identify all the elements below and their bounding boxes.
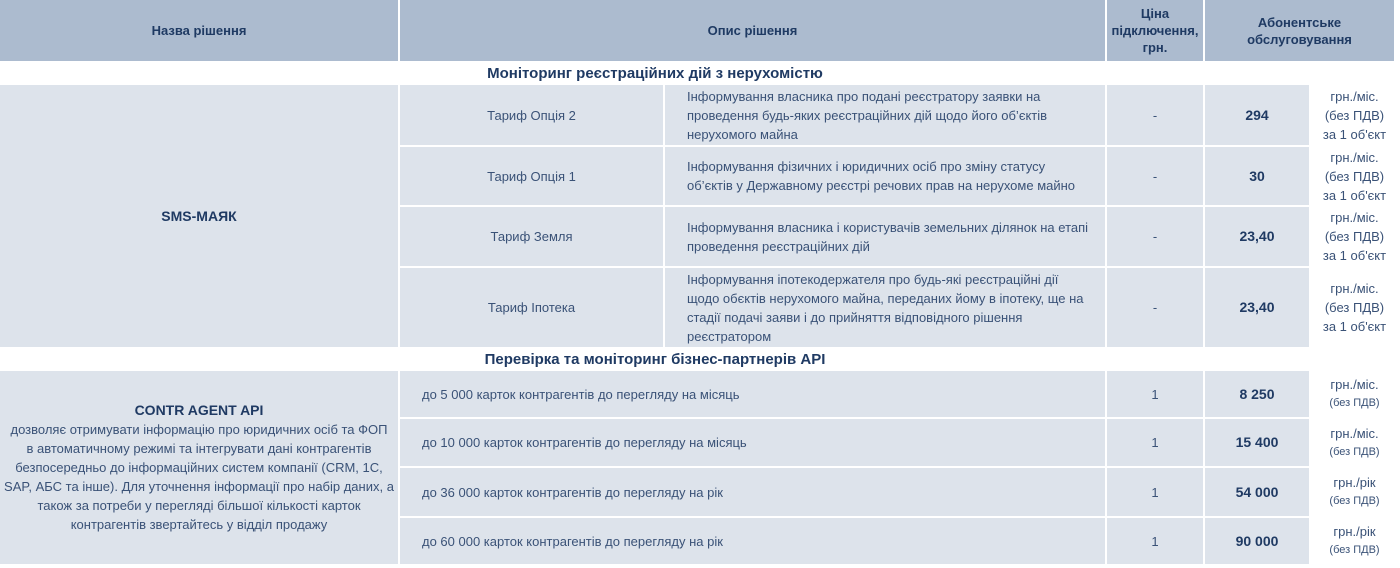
tariff-desc-line: Інформування власника і користувачів земельних ділянок на етапі [687,219,1089,235]
subscription-price: 15 400 [1235,434,1279,450]
price-unit-line: (без ПДВ) [1324,168,1385,184]
tariff-desc-line: стадії подачі заяви і до прийняття відповідного рішення [687,309,1023,325]
connect-price: - [1152,300,1158,315]
tariff-desc-line: щодо обєктів нерухомого майна, переданих йому в іпотеку, ще на [687,290,1084,306]
price-unit-line: (без ПДВ) [1329,397,1380,409]
price-unit-line: грн./міс. [1330,377,1379,392]
price-unit [1309,419,1400,466]
subscription-price-cell [1205,419,1309,466]
plan-desc: до 60 000 карток контрагентів до перегляду на рік [422,533,723,549]
connect-price: 1 [1151,435,1159,450]
price-unit-line: (без ПДВ) [1329,544,1380,556]
section-title-label: Моніторинг реєстраційних дій з нерухомістю [487,64,823,82]
tariff-name: Тариф Опція 1 [487,168,576,184]
price-unit-line: (без ПДВ) [1324,229,1385,244]
price-unit [1309,518,1400,564]
tariff-desc-cell [665,268,1105,347]
tariff-name: Тариф Опція 2 [487,107,576,123]
tariff-desc-line: Інформування фізичних і юридичних осіб про зміну статусу [687,159,1046,174]
plan-desc-cell [400,371,1105,417]
price-unit-line: грн./міс. [1330,149,1379,165]
price-unit-line: грн./міс. [1330,210,1379,225]
subscription-price: 54 000 [1235,483,1279,500]
header-col-price [1107,0,1203,61]
price-unit-line: за 1 об'єкт [1322,187,1387,203]
tariff-cell [400,85,663,145]
subscription-price: 23,40 [1239,299,1275,315]
header-col-desc [400,0,1105,61]
subscription-price: 90 000 [1235,532,1279,549]
price-unit-line: грн./міс. [1330,88,1379,104]
subscription-price-cell [1205,468,1309,516]
header-col-price-line: Ціна [1140,6,1170,21]
tariff-desc-line: проведення будь-яких реєстраційних дій щодо його об’єктів [687,107,1048,123]
price-unit [1309,371,1400,417]
header-col-desc-label: Опис рішення [707,23,798,38]
product-name: CONTR AGENT API [134,402,264,418]
tariff-desc-line: реєстратором [687,328,772,344]
price-unit [1309,268,1400,347]
connect-price: 1 [1151,386,1159,402]
header-col-name [0,0,398,61]
tariff-desc-line: нерухомого майна [687,126,798,142]
price-unit-line: грн./рік [1333,524,1376,539]
plan-desc-cell [400,419,1105,466]
subscription-price: 294 [1245,106,1269,123]
tariff-desc-cell [665,147,1105,205]
subscription-price-cell [1205,518,1309,564]
price-unit [1309,468,1400,516]
header-col-subscription [1205,0,1394,61]
product-desc-line: в автоматичному режимі та інтегрувати дані контрагентів [26,441,372,456]
tariff-name: Тариф Іпотека [487,300,576,315]
price-unit-line: грн./рік [1333,475,1376,490]
header-col-price-line: підключення, [1111,23,1199,38]
section-title-real-estate [0,61,1310,85]
tariff-cell [400,207,663,266]
section-title-label: Перевірка та моніторинг бізнес-партнерів API [484,350,826,368]
subscription-price-cell [1205,371,1309,417]
subscription-price: 8 250 [1239,385,1275,402]
tariff-desc-line: Інформування власника про подані реєстратору заявки на [687,88,1041,104]
connect-price: - [1152,168,1158,184]
plan-desc: до 10 000 карток контрагентів до перегляду на місяць [422,435,747,450]
tariff-desc-cell [665,85,1105,145]
product-desc-line: контрагентів звертайтесь у відділ продажу [70,517,328,532]
tariff-desc-line: об’єктів у Державному реєстрі речових прав на нерухоме майно [687,178,1076,193]
plan-desc-cell [400,468,1105,516]
header-col-sub-label: Абонентське обслуговування [1247,14,1352,47]
subscription-price-cell [1205,147,1309,205]
price-unit-line: грн./міс. [1330,281,1379,296]
connect-price-cell [1107,147,1203,205]
tariff-cell [400,147,663,205]
product-name: SMS-МАЯК [161,207,237,224]
subscription-price-cell [1205,268,1309,347]
connect-price-cell [1107,207,1203,266]
subscription-price-cell [1205,207,1309,266]
price-unit-line: (без ПДВ) [1324,300,1385,315]
product-desc-line: дозволяє отримувати інформацію про юридичних осіб та ФОП [10,422,388,437]
connect-price: - [1152,107,1158,123]
connect-price-cell [1107,371,1203,417]
product-desc-line: SAP, АБС та інше). Для уточнення інформації про набір даних, а [4,479,394,494]
price-unit [1309,147,1400,205]
subscription-price-cell [1205,85,1309,145]
header-col-price-line: грн. [1142,40,1168,55]
price-unit-line: грн./міс. [1330,425,1379,441]
plan-desc: до 36 000 карток контрагентів до перегляду на рік [422,484,723,500]
connect-price: - [1152,229,1158,244]
price-unit-line: (без ПДВ) [1329,495,1380,507]
product-desc-line: безпосередньо до інформаційних систем компанії (CRM, 1С, [15,460,383,475]
tariff-cell [400,268,663,347]
tariff-desc-line: проведення реєстраційних дій [687,238,870,254]
subscription-price: 30 [1249,167,1265,184]
tariff-desc-line: Інформування іпотекодержателя про будь-які реєстраційні дії [687,271,1059,287]
connect-price-cell [1107,268,1203,347]
header-col-name-label: Назва рішення [151,23,247,38]
price-unit-line: за 1 об'єкт [1322,248,1387,263]
connect-price-cell [1107,468,1203,516]
price-unit [1309,85,1400,145]
price-unit [1309,207,1400,266]
plan-desc: до 5 000 карток контрагентів до перегляду на місяць [422,386,740,402]
connect-price: 1 [1151,484,1159,500]
section-title-business-partners [0,347,1310,371]
connect-price-cell [1107,518,1203,564]
price-unit-line: за 1 об'єкт [1322,126,1387,142]
connect-price: 1 [1151,533,1159,549]
price-unit-line: за 1 об'єкт [1322,319,1387,334]
product-cell-contr-agent-api [0,371,398,564]
tariff-desc-cell [665,207,1105,266]
connect-price-cell [1107,419,1203,466]
plan-desc-cell [400,518,1105,564]
subscription-price: 23,40 [1239,228,1275,244]
price-unit-line: (без ПДВ) [1329,445,1380,458]
price-unit-line: (без ПДВ) [1324,107,1385,123]
tariff-name: Тариф Земля [490,229,573,244]
product-desc-line: також за потреби у перегляді більшої кількості карток [37,498,361,513]
connect-price-cell [1107,85,1203,145]
product-cell-sms-mayak [0,85,398,347]
